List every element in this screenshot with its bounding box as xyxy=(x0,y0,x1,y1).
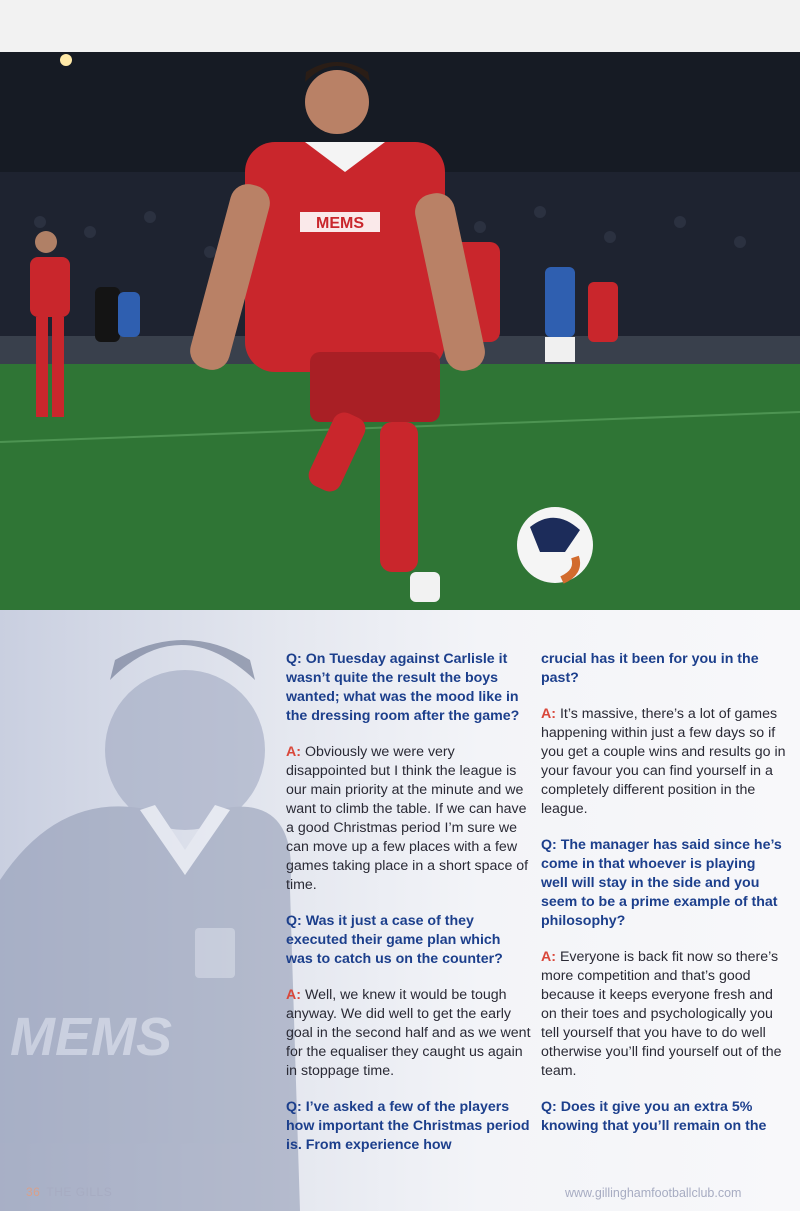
football xyxy=(517,507,593,583)
interview-column-left xyxy=(286,650,531,1172)
footer-page-label xyxy=(26,1185,112,1199)
answer-1: A: Obviously we were very disappointed but I think the league is our main priority at the minute and we want to climb the table. If we can have a good Christmas period I’m sure we can move up a few places with a few games taking place in a short space of time. xyxy=(286,744,529,893)
question-3-end: crucial has it been for you in the past? xyxy=(541,651,759,686)
match-photo-illustration xyxy=(0,52,800,610)
interview-column-right xyxy=(541,650,786,1153)
question-2: Q: Was it just a case of they executed their game plan which was to catch us on the counter? xyxy=(286,913,503,967)
page-top-margin xyxy=(0,0,800,52)
floodlight xyxy=(60,54,72,66)
answer-2: A: Well, we knew it would be tough anyway. We did well to get the early goal in the second half and as we went for the equaliser they caught us again in stoppage time. xyxy=(286,987,531,1079)
question-5-start: Q: Does it give you an extra 5% knowing that you’ll remain on the xyxy=(541,1099,767,1134)
hero-photo xyxy=(0,52,800,610)
question-1: Q: On Tuesday against Carlisle it wasn’t quite the result the boys wanted; what was the mood like in the dressing room after the game? xyxy=(286,651,520,724)
svg-text:MEMS: MEMS xyxy=(316,215,364,232)
question-3-start: Q: I’ve asked a few of the players how important the Christmas period is. From experience how xyxy=(286,1099,530,1153)
footer-url[interactable]: www.gillinghamfootballclub.com xyxy=(565,1186,742,1200)
page-number: 36 xyxy=(26,1185,41,1199)
magazine-title: THE GILLS xyxy=(46,1185,113,1199)
svg-text:MEMS: MEMS xyxy=(10,1007,172,1067)
question-4: Q: The manager has said since he’s come in that whoever is playing well will stay in the side and you seem to be a prime example of that philosophy? xyxy=(541,837,782,929)
answer-3: A: It’s massive, there’s a lot of games happening within just a few days so if you get a couple wins and results go in your favour you can find yourself in a completely different position in the league. xyxy=(541,706,786,817)
faded-player-portrait xyxy=(0,640,300,1211)
answer-4: A: Everyone is back fit now so there’s more competition and that’s good because it keeps everyone fresh and on their toes and psychologically you tell yourself that you have to do well otherwise you’ll find yourself out of the team. xyxy=(541,949,782,1079)
